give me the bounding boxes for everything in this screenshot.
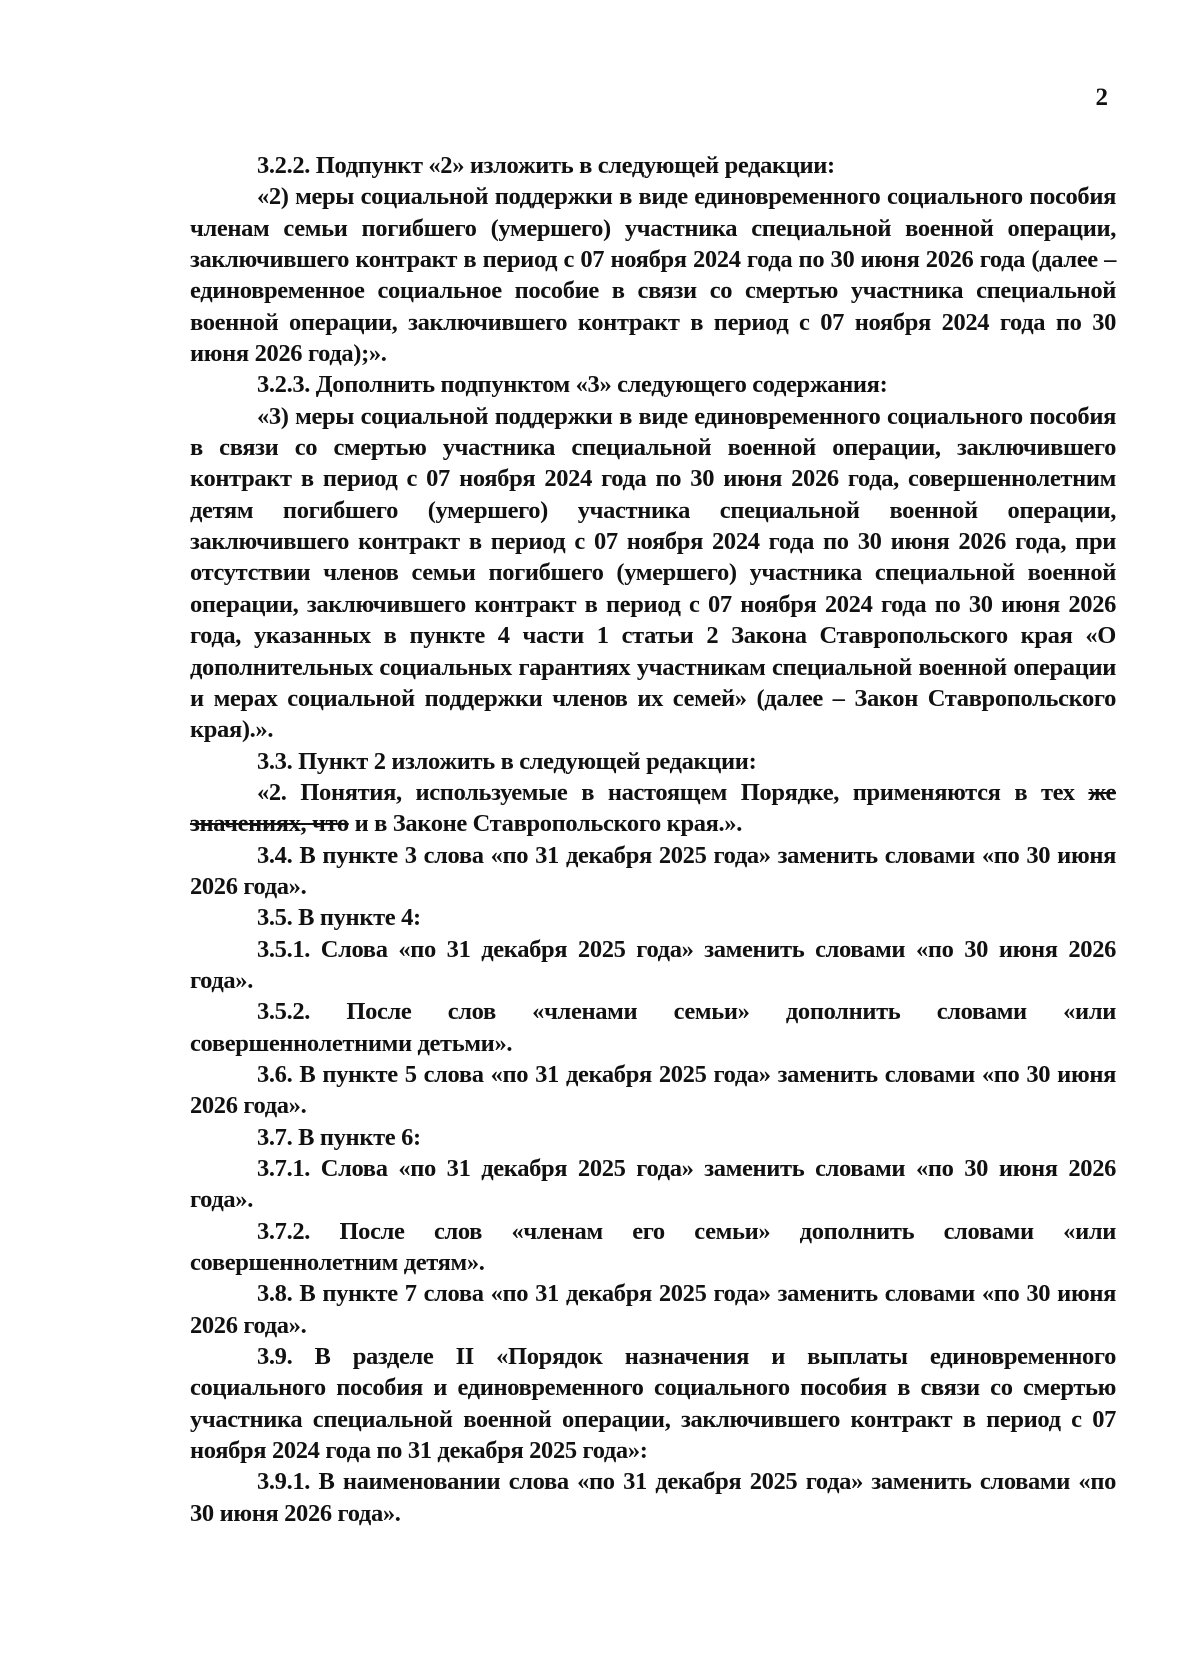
paragraph-3-2-3: 3.2.3. Дополнить подпунктом «3» следующего содержания:: [257, 371, 888, 399]
struck-through-text: же значениях, что: [190, 778, 1116, 838]
page-number: 2: [1095, 84, 1108, 111]
paragraph-3-9-1: 3.9.1. В наименовании слова «по 31 декабря 2025 года» заменить словами «по 30 июня 2026 года».: [190, 1468, 1116, 1527]
paragraph-3-4: 3.4. В пункте 3 слова «по 31 декабря 2025 года» заменить словами «по 30 июня 2026 года».: [190, 841, 1116, 900]
paragraph-3-7: 3.7. В пункте 6:: [257, 1123, 421, 1151]
paragraph-subitem-2-text: «2) меры социальной поддержки в виде единовременного социального пособия членам семьи погибшего (умершего) участника специальной военной операции, заключившего контракт в период с 07 ноября 2024 года по 30 июня 2026 года (далее – единовременное социальное пособие в связи со смертью участника специальной военной операции, заключившего контракт в период с 07 ноября 2024 года по 30 июня 2026 года);».: [190, 183, 1116, 368]
paragraph-3-8: 3.8. В пункте 7 слова «по 31 декабря 2025 года» заменить словами «по 30 июня 2026 года».: [190, 1280, 1116, 1339]
paragraph-3-9: 3.9. В разделе II «Порядок назначения и выплаты единовременного социального пособия и единовременного социального пособия в связи со смертью участника специальной военной операции, заключившего контракт в период с 07 ноября 2024 года по 31 декабря 2025 года»:: [190, 1343, 1116, 1465]
definition-text-end: и в Законе Ставропольского края.».: [348, 810, 742, 838]
paragraph-subitem-3-text: «3) меры социальной поддержки в виде единовременного социального пособия в связи со смертью участника специальной военной операции, заключившего контракт в период с 07 ноября 2024 года по 30 июня 2026 года, совершеннолетним детям погибшего (умершего) участника специальной военной операции, заключившего контракт в период с 07 ноября 2024 года по 30 июня 2026 года, при отсутствии членов семьи погибшего (умершего) участника специальной военной операции, заключившего контракт в период с 07 ноября 2024 года по 30 июня 2026 года, указанных в пункте 4 части 1 статьи 2 Закона Ставропольского края «О дополнительных социальных гарантиях участникам специальной военной операции и мерах социальной поддержки членов их семей» (далее – Закон Ставропольского края).».: [190, 402, 1116, 744]
definition-text-start: «2. Понятия, используемые в настоящем Порядке, применяются в тех: [257, 778, 1089, 806]
paragraph-3-2-2: 3.2.2. Подпункт «2» изложить в следующей редакции:: [257, 152, 835, 179]
paragraph-3-6: 3.6. В пункте 5 слова «по 31 декабря 2025 года» заменить словами «по 30 июня 2026 года».: [190, 1060, 1116, 1120]
paragraph-3-3: 3.3. Пункт 2 изложить в следующей редакции:: [257, 747, 757, 775]
paragraph-3-5-1: 3.5.1. Слова «по 31 декабря 2025 года» заменить словами «по 30 июня 2026 года».: [190, 935, 1116, 994]
paragraph-3-5-2: 3.5.2. После слов «членами семьи» дополнить словами «или совершеннолетними детьми».: [190, 998, 1116, 1057]
paragraph-3-7-1: 3.7.1. Слова «по 31 декабря 2025 года» заменить словами «по 30 июня 2026 года».: [190, 1155, 1116, 1214]
paragraph-item-2-definition: [190, 777, 1116, 840]
paragraph-3-7-2: 3.7.2. После слов «членам его семьи» дополнить словами «или совершеннолетним детям».: [190, 1217, 1116, 1277]
document-body: [190, 150, 1116, 1529]
paragraph-3-5: 3.5. В пункте 4:: [257, 904, 421, 932]
